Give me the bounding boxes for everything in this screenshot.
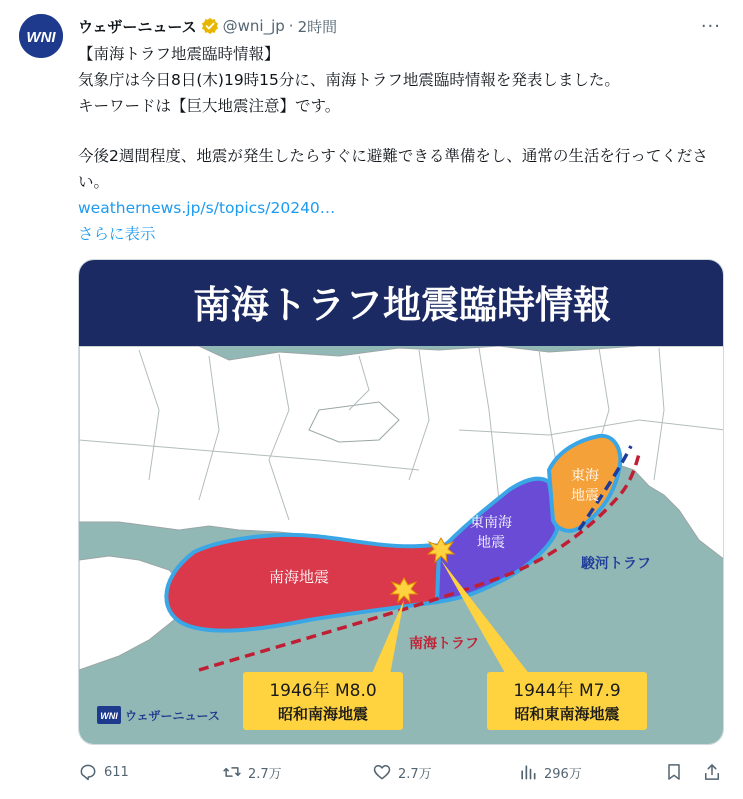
tokai-zone-label-1: 東海 (571, 468, 599, 484)
more-options-icon[interactable]: ··· (700, 16, 721, 37)
nankai-trough-map (79, 260, 724, 745)
reply-icon (78, 762, 98, 782)
nankai-zone-label: 南海地震 (269, 568, 330, 586)
author-name[interactable]: ウェザーニュース (78, 17, 197, 36)
media-card[interactable] (78, 259, 724, 745)
callout-1946-line1: 1946年 M8.0 (269, 681, 377, 701)
avatar-logo-text: WNI (26, 29, 56, 46)
tweet-line-2: 気象庁は今日8日(木)19時15分に、南海トラフ地震臨時情報を発表しました。 (78, 71, 620, 89)
share-button[interactable] (702, 758, 722, 786)
reply-button[interactable] (78, 758, 129, 786)
show-more-link[interactable]: さらに表示 (78, 225, 156, 243)
heart-icon (372, 762, 392, 782)
verified-badge-icon (201, 17, 219, 35)
wni-logo (97, 706, 220, 724)
logo-mark-text: WNI (100, 711, 118, 721)
tweet-header (78, 14, 727, 38)
retweet-button[interactable] (222, 758, 282, 786)
retweet-count: 2.7万 (248, 766, 282, 782)
tweet-line-3: キーワードは【巨大地震注意】です。 (78, 97, 341, 115)
suruga-trough-label: 駿河トラフ (581, 556, 651, 572)
tweet-line-4: 今後2週間程度、地震が発生したらすぐに避難できる準備をし、通常の生活を行ってください。 (78, 147, 708, 191)
retweet-icon (222, 762, 242, 782)
like-button[interactable] (372, 758, 432, 786)
bookmark-icon (664, 762, 684, 782)
share-icon (702, 762, 722, 782)
nankai-trough-label: 南海トラフ (409, 636, 479, 652)
like-count: 2.7万 (398, 766, 432, 782)
tweet-line-1: 【南海トラフ地震臨時情報】 (78, 45, 280, 63)
reply-count: 611 (104, 764, 129, 780)
author-avatar[interactable] (19, 14, 63, 58)
callout-1944-line2: 昭和東南海地震 (514, 705, 620, 723)
tweet-timestamp[interactable]: 2時間 (297, 17, 338, 36)
separator-dot: · (288, 17, 294, 35)
article-link[interactable]: weathernews.jp/s/topics/20240… (78, 199, 336, 217)
analytics-icon (518, 762, 538, 782)
callout-1946-line2: 昭和南海地震 (277, 705, 369, 723)
bookmark-button[interactable] (664, 758, 684, 786)
tokai-zone-label-2: 地震 (571, 488, 599, 504)
tweet-body (78, 41, 728, 247)
banner-title: 南海トラフ地震臨時情報 (192, 283, 612, 327)
tonankai-zone-label-1: 東南海 (470, 515, 512, 531)
tonankai-zone-label-2: 地震 (477, 535, 505, 551)
views-button[interactable] (518, 758, 582, 786)
callout-1944-line1: 1944年 M7.9 (513, 681, 621, 701)
action-bar (78, 758, 728, 786)
logo-brand-text: ウェザーニュース (125, 709, 220, 723)
author-handle[interactable]: @wni_jp (222, 17, 285, 35)
view-count: 296万 (544, 766, 582, 782)
